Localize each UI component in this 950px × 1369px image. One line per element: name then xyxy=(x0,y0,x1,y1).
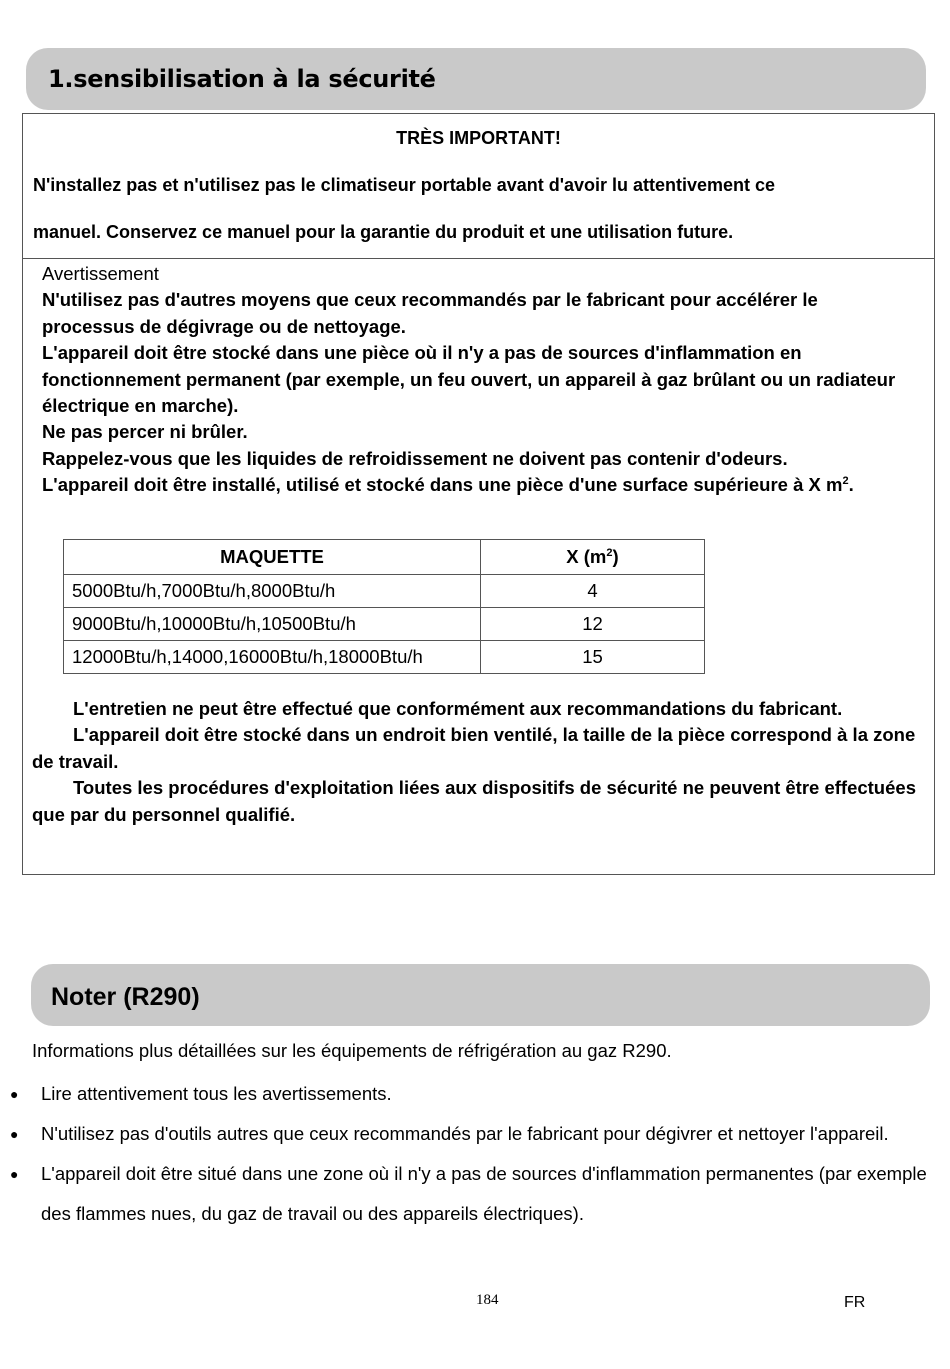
language-code: FR xyxy=(844,1294,866,1311)
table-header-row xyxy=(64,540,705,575)
r290-bullet-list xyxy=(0,1074,940,1234)
list-item xyxy=(0,1154,940,1234)
post-table-instructions xyxy=(32,696,927,828)
table-cell-x: 4 xyxy=(481,575,705,608)
bullet-icon: ● xyxy=(10,1166,19,1182)
table-cell-model: 5000Btu/h,7000Btu/h,8000Btu/h xyxy=(64,575,481,608)
area-requirement xyxy=(42,472,912,498)
warning-item: N'utilisez pas d'autres moyens que ceux recommandés par le fabricant pour accélérer le processus de dégivrage ou de nettoyage. xyxy=(42,289,818,337)
list-item-text: N'utilisez pas d'outils autres que ceux recommandés par le fabricant pour dégivrer et nettoyer l'appareil. xyxy=(41,1123,889,1144)
warning-item: Rappelez-vous que les liquides de refroidissement ne doivent pas contenir d'odeurs. xyxy=(42,447,788,469)
warning-item: Ne pas percer ni brûler. xyxy=(42,421,248,443)
list-item-text: Lire attentivement tous les avertissements. xyxy=(41,1083,392,1104)
table-header-model: MAQUETTE xyxy=(64,540,481,575)
table-cell-model: 9000Btu/h,10000Btu/h,10500Btu/h xyxy=(64,608,481,641)
section-1-title: 1.sensibilisation à la sécurité xyxy=(48,65,436,93)
area-sentence: L'appareil doit être installé, utilisé et stocké dans une pièce d'une surface supérieure à X m xyxy=(42,474,843,496)
page-number: 184 xyxy=(476,1292,499,1308)
table-row xyxy=(64,575,705,608)
area-superscript: 2 xyxy=(842,475,849,488)
bullet-icon: ● xyxy=(10,1126,19,1142)
table-cell-x: 15 xyxy=(481,641,705,674)
table-cell-model: 12000Btu/h,14000,16000Btu/h,18000Btu/h xyxy=(64,641,481,674)
section-2-banner xyxy=(31,964,930,1026)
instruction-paragraph: L'appareil doit être stocké dans un endroit bien ventilé, la taille de la pièce correspond à la zone de travail. xyxy=(32,724,916,772)
warning-item: L'appareil doit être stocké dans une pièce où il n'y a pas de sources d'inflammation en fonctionnement permanent (par exemple, un feu ouvert, un appareil à gaz brûlant ou un radiateur électrique en marche). xyxy=(42,342,896,417)
instruction-paragraph: Toutes les procédures d'exploitation liées aux dispositifs de sécurité ne peuvent être effectuées que par du personnel qualifié. xyxy=(32,777,916,825)
important-heading: TRÈS IMPORTANT! xyxy=(396,128,561,148)
model-area-table xyxy=(63,539,705,674)
table-header-x xyxy=(481,540,705,575)
table-header-x-label: X (m xyxy=(566,546,607,567)
table-cell-x: 12 xyxy=(481,608,705,641)
warning-title: Avertissement xyxy=(42,263,159,284)
section-2-intro: Informations plus détaillées sur les équipements de réfrigération au gaz R290. xyxy=(32,1040,672,1061)
area-sentence-end: . xyxy=(848,474,854,496)
list-item-text: L'appareil doit être situé dans une zone où il n'y a pas de sources d'inflammation permanentes (par exemple des flammes nues, du gaz de travail ou des appareils électriques). xyxy=(41,1163,927,1224)
section-1-banner xyxy=(26,48,926,110)
instruction-paragraph: L'entretien ne peut être effectué que conformément aux recommandations du fabricant. xyxy=(73,698,843,719)
list-item xyxy=(0,1074,940,1114)
section-2-title: Noter (R290) xyxy=(51,983,200,1011)
table-row xyxy=(64,608,705,641)
table-row xyxy=(64,641,705,674)
bullet-icon: ● xyxy=(10,1086,19,1102)
important-text-line-2: manuel. Conservez ce manuel pour la garantie du produit et une utilisation future. xyxy=(33,222,734,242)
important-text-line-1: N'installez pas et n'utilisez pas le climatiseur portable avant d'avoir lu attentivement ce xyxy=(33,175,776,195)
table-header-x-end: ) xyxy=(612,546,619,567)
box-divider xyxy=(23,258,934,259)
warning-block xyxy=(42,261,912,499)
list-item xyxy=(0,1114,940,1154)
table-header-x-superscript: 2 xyxy=(606,546,613,559)
